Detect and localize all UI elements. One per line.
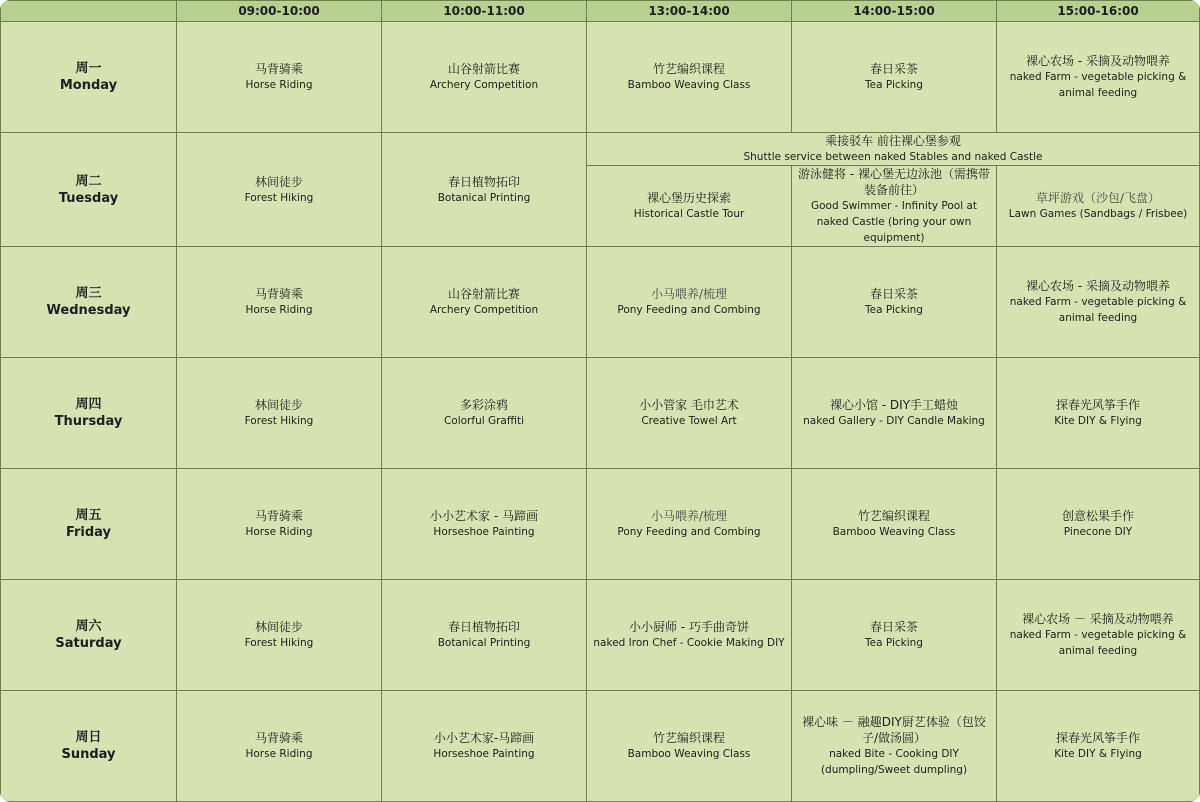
activity-en: naked Bite - Cooking DIY (dumpling/Sweet dumpling) xyxy=(820,748,968,776)
day-label xyxy=(1,133,177,247)
activity-cell xyxy=(792,469,997,580)
activity-zh: 游泳健将 - 裸心堡无边泳池（需携带装备前往） xyxy=(798,167,990,197)
activity-cell xyxy=(177,580,382,691)
activity-en: naked Gallery - DIY Candle Making xyxy=(803,415,985,427)
shuttle-cell xyxy=(587,133,1200,166)
activity-cell xyxy=(997,358,1200,469)
day-row-monday xyxy=(1,22,1200,133)
activity-en: Botanical Printing xyxy=(437,191,531,204)
activity-en: Forest Hiking xyxy=(244,415,314,427)
day-row-saturday xyxy=(1,580,1200,691)
activity-zh: 多彩涂鸦 xyxy=(459,398,508,412)
day-row-tuesday xyxy=(1,133,1200,166)
day-en: Friday xyxy=(65,525,112,540)
activity-zh: 裸心味 － 融趣DIY厨艺体验（包饺子/做汤圆） xyxy=(802,715,986,745)
activity-en: Historical Castle Tour xyxy=(633,208,745,220)
activity-cell xyxy=(382,691,587,802)
time-header: 09:00-10:00 xyxy=(177,1,382,22)
shuttle-zh: 乘接驳车 前往裸心堡参观 xyxy=(825,134,961,148)
time-header: 10:00-11:00 xyxy=(382,1,587,22)
activity-zh: 春日采茶 xyxy=(869,620,918,634)
activity-zh: 春日植物拓印 xyxy=(447,174,520,189)
activity-en: Tea Picking xyxy=(865,79,923,91)
activity-cell xyxy=(587,469,792,580)
activity-cell xyxy=(792,358,997,469)
day-zh: 周四 xyxy=(75,397,102,412)
activity-en: Kite DIY & Flying xyxy=(1054,748,1142,760)
activity-cell xyxy=(792,166,997,247)
day-label xyxy=(1,247,177,358)
day-label xyxy=(1,22,177,133)
activity-zh: 探春光风筝手作 xyxy=(1055,398,1140,412)
day-en: Monday xyxy=(59,78,118,93)
activity-zh: 裸心农场 - 采摘及动物喂养 xyxy=(1026,54,1170,68)
day-label xyxy=(1,580,177,691)
activity-cell xyxy=(177,247,382,358)
activity-cell xyxy=(382,469,587,580)
activity-en: Horse Riding xyxy=(245,79,313,91)
activity-zh: 林间徒步 xyxy=(254,620,303,634)
activity-cell xyxy=(997,580,1200,691)
activity-en: Forest Hiking xyxy=(244,191,314,204)
day-zh: 周三 xyxy=(75,286,102,301)
day-en: Saturday xyxy=(55,636,122,651)
activity-cell xyxy=(177,133,382,247)
day-row-friday xyxy=(1,469,1200,580)
activity-en: Archery Competition xyxy=(429,79,539,91)
activity-cell xyxy=(382,22,587,133)
activity-zh: 小小管家 毛巾艺术 xyxy=(639,398,739,412)
activity-en: Good Swimmer - Infinity Pool at naked Castle (bring your own equipment) xyxy=(810,200,978,244)
activity-cell xyxy=(997,691,1200,802)
time-header: 14:00-15:00 xyxy=(792,1,997,22)
activity-zh: 小马喂养/梳理 xyxy=(650,287,728,301)
activity-cell xyxy=(792,22,997,133)
activity-cell xyxy=(997,469,1200,580)
activity-zh: 裸心堡历史探索 xyxy=(646,191,731,205)
activity-cell xyxy=(382,247,587,358)
day-row-wednesday xyxy=(1,247,1200,358)
day-zh: 周六 xyxy=(75,619,102,634)
activity-zh: 马背骑乘 xyxy=(254,731,303,745)
activity-en: Horseshoe Painting xyxy=(433,526,535,538)
activity-en: Pony Feeding and Combing xyxy=(617,526,761,538)
activity-cell xyxy=(177,358,382,469)
activity-en: Kite DIY & Flying xyxy=(1054,415,1142,427)
activity-zh: 春日采茶 xyxy=(869,62,918,76)
day-zh: 周五 xyxy=(75,508,102,523)
activity-cell xyxy=(382,133,587,247)
activity-en: Tea Picking xyxy=(865,304,923,316)
activity-zh: 竹艺编织课程 xyxy=(652,62,725,76)
activity-zh: 小马喂养/梳理 xyxy=(650,509,728,523)
activity-en: Forest Hiking xyxy=(244,637,314,649)
day-label xyxy=(1,469,177,580)
activity-zh: 春日采茶 xyxy=(869,287,918,301)
activity-zh: 马背骑乘 xyxy=(254,509,303,523)
time-header: 15:00-16:00 xyxy=(997,1,1200,22)
activity-zh: 林间徒步 xyxy=(254,398,303,412)
activity-cell xyxy=(587,22,792,133)
day-label xyxy=(1,358,177,469)
activity-en: Creative Towel Art xyxy=(641,415,737,427)
activity-en: Horse Riding xyxy=(245,304,313,316)
activity-en: Colorful Graffiti xyxy=(443,415,525,427)
activity-zh: 春日植物拓印 xyxy=(447,620,520,634)
activity-cell xyxy=(997,166,1200,247)
activity-en: Horseshoe Painting xyxy=(433,748,535,760)
day-zh: 周日 xyxy=(75,730,102,745)
activity-cell xyxy=(792,691,997,802)
activity-cell xyxy=(587,580,792,691)
activity-en: Pinecone DIY xyxy=(1063,526,1133,538)
activity-en: Horse Riding xyxy=(245,526,313,538)
activity-cell xyxy=(587,358,792,469)
activity-cell xyxy=(792,247,997,358)
activity-en: naked Farm - vegetable picking & animal feeding xyxy=(1009,296,1187,324)
activity-zh: 小小艺术家-马蹄画 xyxy=(433,731,535,745)
activity-zh: 马背骑乘 xyxy=(254,287,303,301)
activity-en: Pony Feeding and Combing xyxy=(617,304,761,316)
activity-cell xyxy=(997,247,1200,358)
activity-zh: 山谷射箭比赛 xyxy=(447,62,520,76)
corner-cell xyxy=(1,1,177,22)
activity-en: Tea Picking xyxy=(865,637,923,649)
activity-zh: 裸心小馆 - DIY手工蜡烛 xyxy=(829,398,959,412)
activity-cell xyxy=(382,580,587,691)
activity-zh: 裸心农场 － 采摘及动物喂养 xyxy=(1022,612,1174,626)
day-en: Thursday xyxy=(54,414,123,429)
activity-en: Lawn Games (Sandbags / Frisbee) xyxy=(1008,208,1188,220)
activity-en: Horse Riding xyxy=(245,748,313,760)
activity-en: Archery Competition xyxy=(429,304,539,316)
activity-cell xyxy=(587,166,792,247)
activity-cell xyxy=(177,22,382,133)
activity-en: Bamboo Weaving Class xyxy=(627,748,751,760)
activity-cell xyxy=(177,691,382,802)
day-zh: 周二 xyxy=(75,173,102,189)
activity-en: naked Iron Chef - Cookie Making DIY xyxy=(593,637,785,649)
activity-zh: 马背骑乘 xyxy=(254,62,303,76)
activity-zh: 探春光风筝手作 xyxy=(1055,731,1140,745)
activity-en: naked Farm - vegetable picking & animal feeding xyxy=(1009,629,1187,657)
activity-zh: 山谷射箭比赛 xyxy=(447,287,520,301)
activity-en: Bamboo Weaving Class xyxy=(832,526,956,538)
day-label xyxy=(1,691,177,802)
activity-zh: 竹艺编织课程 xyxy=(857,509,930,523)
activity-cell xyxy=(792,580,997,691)
activity-cell xyxy=(587,691,792,802)
activity-zh: 小小厨师 - 巧手曲奇饼 xyxy=(629,620,749,634)
activity-cell xyxy=(997,22,1200,133)
day-zh: 周一 xyxy=(75,61,102,76)
activity-zh: 裸心农场 - 采摘及动物喂养 xyxy=(1026,279,1170,293)
header-row xyxy=(1,1,1200,22)
day-row-thursday xyxy=(1,358,1200,469)
activity-zh: 草坪游戏（沙包/飞盘） xyxy=(1035,191,1161,205)
shuttle-en: Shuttle service between naked Stables and naked Castle xyxy=(743,151,1043,163)
activity-en: Botanical Printing xyxy=(437,637,531,649)
activity-zh: 竹艺编织课程 xyxy=(652,731,725,745)
time-header: 13:00-14:00 xyxy=(587,1,792,22)
activity-zh: 创意松果手作 xyxy=(1061,509,1134,523)
activity-zh: 林间徒步 xyxy=(254,174,303,189)
activity-cell xyxy=(382,358,587,469)
day-row-sunday xyxy=(1,691,1200,802)
activity-en: Bamboo Weaving Class xyxy=(627,79,751,91)
activity-en: naked Farm - vegetable picking & animal feeding xyxy=(1009,71,1187,99)
activity-cell xyxy=(587,247,792,358)
activity-zh: 小小艺术家 - 马蹄画 xyxy=(430,509,538,523)
day-en: Sunday xyxy=(61,747,116,762)
day-en: Wednesday xyxy=(46,303,131,318)
activity-cell xyxy=(177,469,382,580)
day-en: Tuesday xyxy=(58,190,119,206)
